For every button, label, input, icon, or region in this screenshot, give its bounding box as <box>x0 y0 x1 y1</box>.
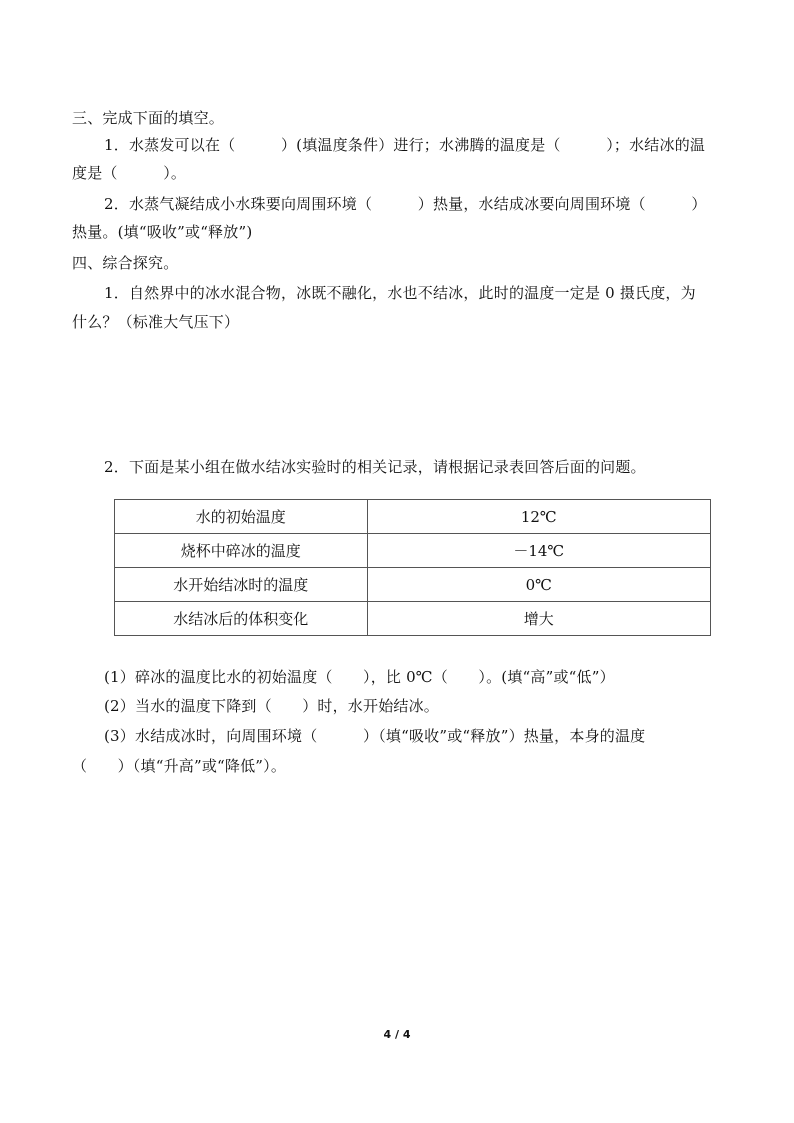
section-3-question-1: 1．水蒸发可以在（ ）(填温度条件）进行；水沸腾的温度是（ ）；水结冰的温 <box>104 136 706 154</box>
section-4-question-1-continued: 什么？（标准大气压下） <box>72 313 240 331</box>
table-cell-value: 增大 <box>367 602 710 636</box>
section-3-question-2-continued: 热量。(填“吸收”或“释放”) <box>72 223 253 241</box>
section-3-heading: 三、完成下面的填空。 <box>72 109 225 127</box>
table-row <box>115 534 711 568</box>
section-4-heading: 四、综合探究。 <box>72 254 179 272</box>
table-row <box>115 602 711 636</box>
table-cell-value: 12℃ <box>367 500 710 534</box>
table-cell-value: 0℃ <box>367 568 710 602</box>
table-cell-value: －14℃ <box>367 534 710 568</box>
section-4-question-2-intro: 2．下面是某小组在做水结冰实验时的相关记录，请根据记录表回答后面的问题。 <box>104 458 646 476</box>
table-cell-label: 水开始结冰时的温度 <box>115 568 368 602</box>
sub-question-1: (1）碎冰的温度比水的初始温度（ ），比 0℃（ ）。(填“高”或“低”） <box>104 668 615 686</box>
table-cell-label: 烧杯中碎冰的温度 <box>115 534 368 568</box>
sub-question-3: (3）水结成冰时，向周围环境（ ）（填“吸收”或“释放”）热量，本身的温度 <box>104 727 646 745</box>
section-3-question-1-continued: 度是（ ）。 <box>72 164 187 182</box>
table-row <box>115 500 711 534</box>
table-row <box>115 568 711 602</box>
sub-question-2: (2）当水的温度下降到（ ）时，水开始结冰。 <box>104 697 439 715</box>
section-3-question-2: 2．水蒸气凝结成小水珠要向周围环境（ ）热量，水结成冰要向周围环境（ ） <box>104 195 707 213</box>
section-4-question-1: 1．自然界中的冰水混合物，冰既不融化，水也不结冰，此时的温度一定是 0 摄氏度，为 <box>104 284 696 302</box>
experiment-record-table <box>114 499 711 636</box>
table-cell-label: 水的初始温度 <box>115 500 368 534</box>
page-number: 4 / 4 <box>383 1028 411 1041</box>
sub-question-3-continued: （ ）（填“升高”或“降低”）。 <box>72 757 287 775</box>
table-cell-label: 水结冰后的体积变化 <box>115 602 368 636</box>
